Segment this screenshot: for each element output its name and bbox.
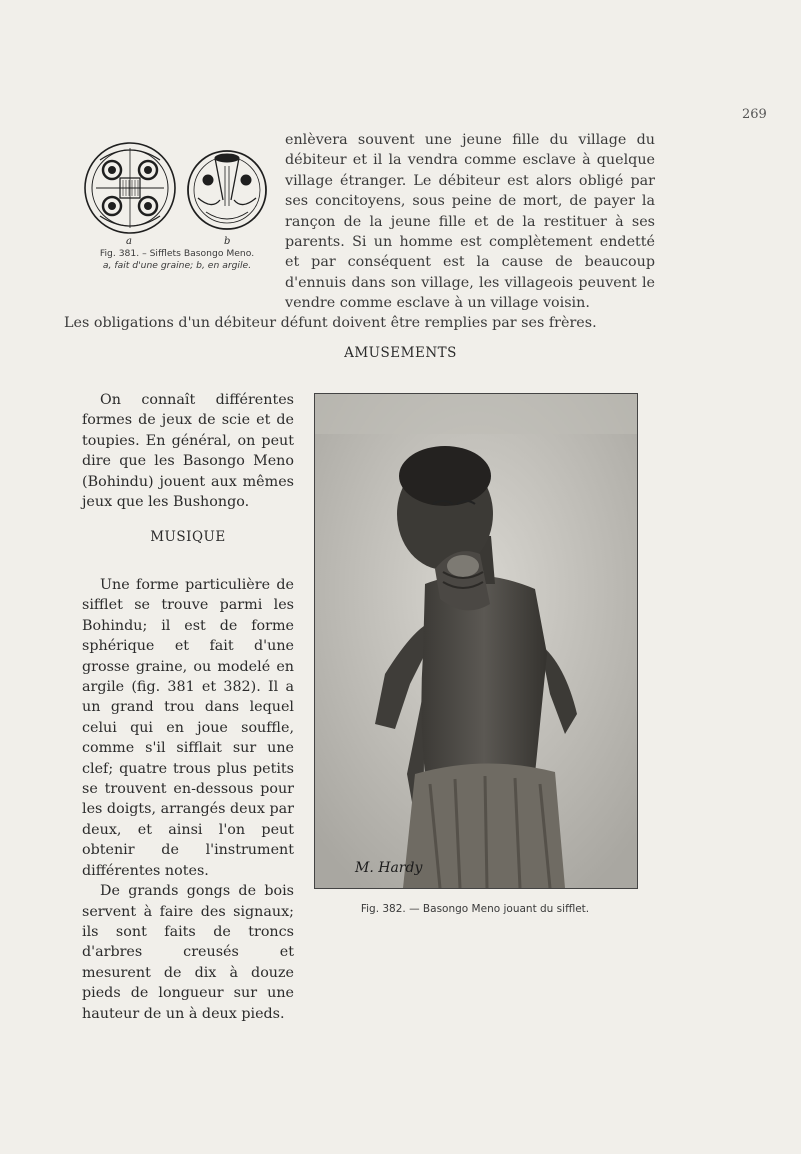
figure-381-caption <box>82 248 272 272</box>
musique-paragraph-1: Une forme particulière de sifflet se trouve parmi les Bohindu; il est de forme sphérique et fait d'une grosse graine, ou modelé en argile (fig. 381 et 382). Il a un grand trou dans lequel celui qui en joue souffle, comme s'il sifflait sur une clef; quatre trous plus petits se trouvent en-dessous pour les doigts, arrangés deux par deux, et ainsi l'on peut obtenir de l'instrument différentes notes. <box>82 577 294 879</box>
musique-paragraph-2: De grands gongs de bois servent à faire des signaux; ils sont faits de troncs d'arbres creusés et mesurent de dix à douze pieds de longueur sur une hauteur de un à deux pieds. <box>82 883 294 1022</box>
photo-signature: M. Hardy <box>355 860 423 876</box>
page-number: 269 <box>742 107 767 122</box>
amusements-paragraph <box>82 390 294 512</box>
figure-382-caption: Fig. 382. — Basongo Meno jouant du sifflet. <box>360 903 590 915</box>
intro-last-line: Les obligations d'un débiteur défunt doivent être remplies par ses frères. <box>64 315 597 331</box>
whistle-a-drawing <box>85 143 175 233</box>
amusements-title: AMUSEMENTS <box>344 345 457 361</box>
label-a: a <box>126 236 132 247</box>
figure-381-caption-sub: a, fait d'une graine; b, en argile. <box>102 260 252 271</box>
figure-381 <box>82 140 272 272</box>
intro-paragraph: enlèvera souvent une jeune fille du village du débiteur et il la vendra comme esclave à quelque village étranger. Le débiteur est alors obligé par ses concitoyens, sous peine de mort, de payer la rançon de la jeune fille et de la restituer à ses parents. Si un homme est complètement endetté et par conséquent est la cause de beaucoup d'ennuis dans son village, les villageois peuvent le vendre comme esclave à un village voisin. <box>285 132 655 312</box>
whistle-b-drawing <box>188 151 266 229</box>
musician-portrait <box>315 394 637 888</box>
musique-title: MUSIQUE <box>150 529 226 545</box>
amusements-text: On connaît différentes formes de jeux de scie et de toupies. En général, on peut dire que les Basongo Meno (Bohindu) jouent aux mêmes jeux que les Bushongo. <box>82 392 294 511</box>
musique-body <box>82 575 294 1024</box>
figure-382-photo <box>314 393 638 889</box>
figure-381-caption-title: Fig. 381. – Sifflets Basongo Meno. <box>99 248 255 259</box>
whistle-illustrations <box>82 140 272 236</box>
label-b: b <box>224 236 231 247</box>
